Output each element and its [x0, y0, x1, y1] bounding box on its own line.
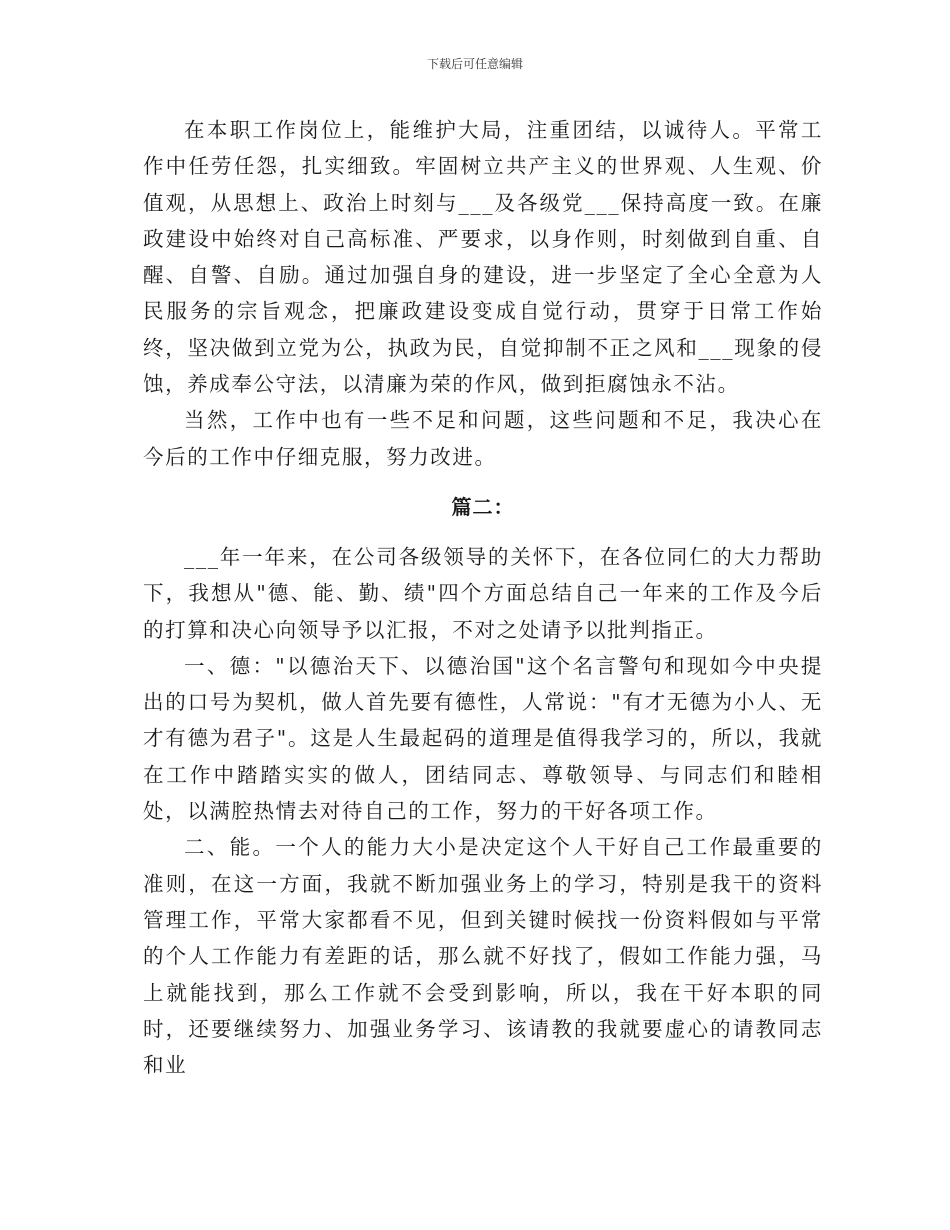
paragraph: ___年一年来，在公司各级领导的关怀下，在各位同仁的大力帮助下，我想从"德、能、勤、绩"四个方面总结自己一年来的工作及今后的打算和决心向领导予以汇报，不对之处请予以批判指正。: [143, 544, 823, 642]
document-body: [143, 112, 823, 1083]
section-title: 篇二：: [451, 494, 515, 519]
paragraph: 当然，工作中也有一些不足和问题，这些问题和不足，我决心在今后的工作中仔细克服，努力改进。: [143, 408, 823, 469]
paragraph: 一、德："以德治天下、以德治国"这个名言警句和现如今中央提出的口号为契机，做人首先要有德性，人常说："有才无德为小人、无才有德为君子"。这是人生最起码的道理是值得我学习的，所以，我就在工作中踏踏实实的做人，团结同志、尊敬领导、与同志们和睦相处，以满腔热情去对待自己的工作，努力的干好各项工作。: [143, 653, 823, 824]
page-header: 下载后可任意编辑: [426, 57, 523, 71]
paragraph: 在本职工作岗位上，能维护大局，注重团结，以诚待人。平常工作中任劳任怨，扎实细致。牢固树立共产主义的世界观、人生观、价值观，从思想上、政治上时刻与___及各级党___保持高度一致。在廉政建设中始终对自己高标准、严要求，以身作则，时刻做到自重、自醒、自警、自励。通过加强自身的建设，进一步坚定了全心全意为人民服务的宗旨观念，把廉政建设变成自觉行动，贯穿于日常工作始终，坚决做到立党为公，执政为民，自觉抑制不正之风和___现象的侵蚀，养成奉公守法，以清廉为荣的作风，做到拒腐蚀永不沾。: [143, 118, 823, 397]
paragraph: 二、能。一个人的能力大小是决定这个人干好自己工作最重要的准则，在这一方面，我就不断加强业务上的学习，特别是我干的资料管理工作，平常大家都看不见，但到关键时候找一份资料假如与平常的个人工作能力有差距的话，那么就不好找了，假如工作能力强，马上就能找到，那么工作就不会受到影响，所以，我在干好本职的同时，还要继续努力、加强业务学习、该请教的我就要虚心的请教同志和业: [143, 835, 823, 1078]
